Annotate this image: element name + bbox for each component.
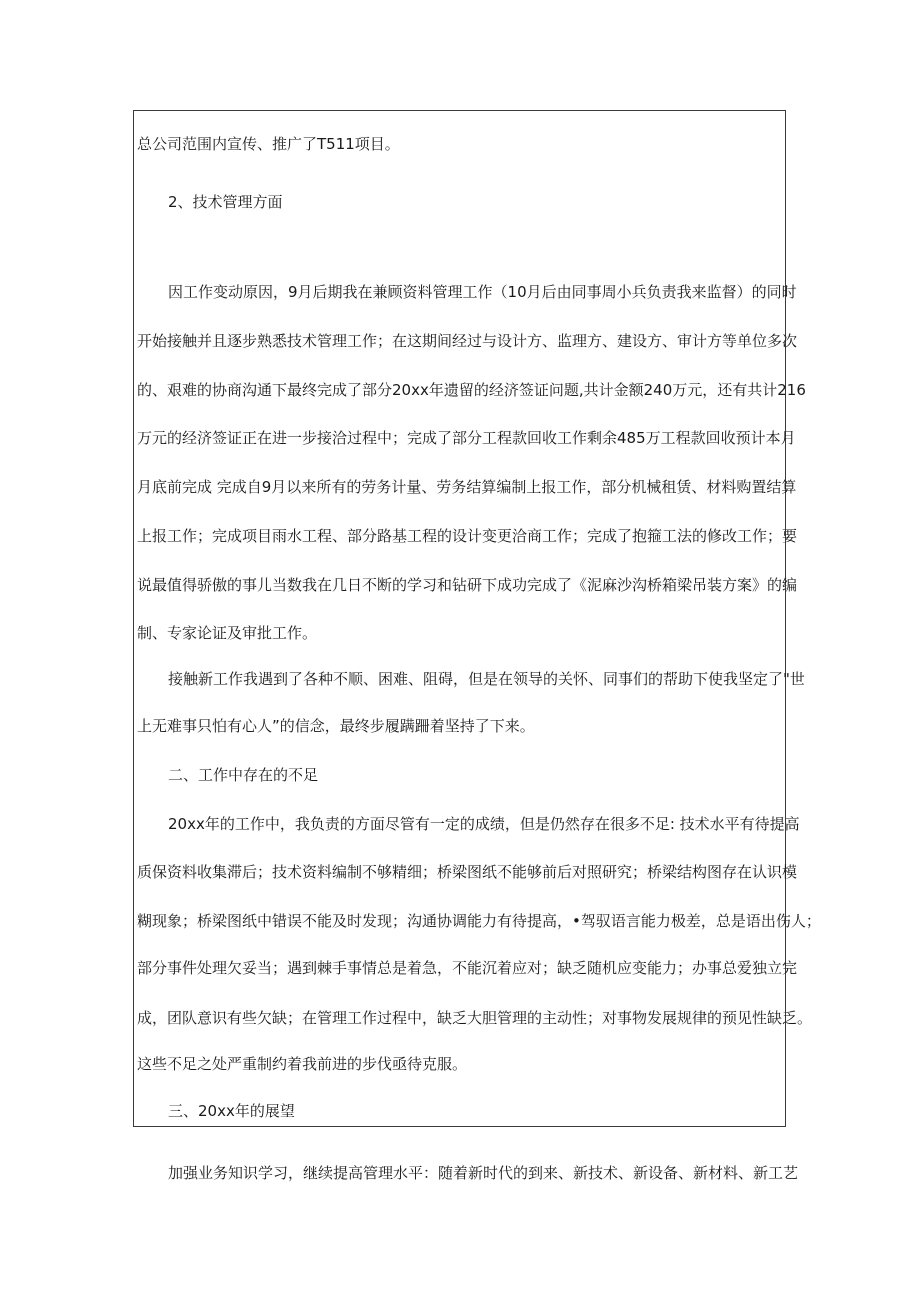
paragraph-line: 这些不足之处严重制约着我前进的步伐亟待克服。: [137, 1055, 468, 1073]
paragraph-line: 部分事件处理欠妥当；遇到棘手事情总是着急，不能沉着应对；缺乏随机应变能力；办事总爱独立完: [137, 959, 798, 977]
paragraph-line: 加强业务知识学习，继续提高管理水平：随着新时代的到来、新技术、新设备、新材料、新工艺: [168, 1164, 799, 1182]
paragraph-line: 接触新工作我遇到了各种不顺、困难、阻碍，但是在领导的关怀、同事们的帮助下使我坚定了"世: [168, 670, 805, 688]
paragraph-line: 20xx年的工作中，我负责的方面尽管有一定的成绩，但是仍然存在很多不足: 技术水平有待提高: [168, 815, 800, 833]
paragraph-line: 上无难事只怕有心人”的信念，最终步履蹒跚着坚持了下来。: [137, 717, 535, 735]
paragraph-line: 糊现象；桥梁图纸中错误不能及时发现；沟通协调能力有待提高，•驾驭语言能力极差，总是语出伤人；: [137, 912, 821, 930]
paragraph-line: 的、艰难的协商沟通下最终完成了部分20xx年遗留的经济签证问题,共计金额240万元，还有共计216: [137, 381, 806, 399]
paragraph-line: 月底前完成 完成自9月以来所有的劳务计量、劳务结算编制上报工作，部分机械租赁、材料购置结算: [137, 478, 797, 496]
paragraph-line: 说最值得骄傲的事儿当数我在几日不断的学习和钻研下成功完成了《泥麻沙沟桥箱梁吊装方案》的编: [137, 576, 798, 594]
paragraph-line: 上报工作；完成项目雨水工程、部分路基工程的设计变更洽商工作；完成了抱箍工法的修改工作；要: [137, 527, 798, 545]
paragraph-line: 总公司范围内宣传、推广了T511项目。: [137, 135, 400, 153]
paragraph-line: 万元的经济签证正在进一步接洽过程中；完成了部分工程款回收工作剩余485万工程款回收预计本月: [137, 429, 796, 447]
paragraph-line: 成，团队意识有些欠缺；在管理工作过程中，缺乏大胆管理的主动性；对事物发展规律的预见性缺乏。: [137, 1009, 813, 1027]
section-heading-shortcomings: 二、工作中存在的不足: [168, 766, 319, 784]
paragraph-line: 制、专家论证及审批工作。: [137, 624, 318, 642]
section-heading-technical-management: 2、技术管理方面: [168, 193, 283, 211]
paragraph-line: 质保资料收集滞后；技术资料编制不够精细；桥梁图纸不能够前后对照研究；桥梁结构图存在认识模: [137, 863, 798, 881]
paragraph-line: 因工作变动原因，9月后期我在兼顾资料管理工作（10月后由同事周小兵负责我来监督）的同时: [168, 283, 797, 301]
section-heading-outlook: 三、20xx年的展望: [168, 1102, 295, 1120]
paragraph-line: 开始接触并且逐步熟悉技术管理工作；在这期间经过与设计方、监理方、建设方、审计方等单位多次: [137, 332, 798, 350]
